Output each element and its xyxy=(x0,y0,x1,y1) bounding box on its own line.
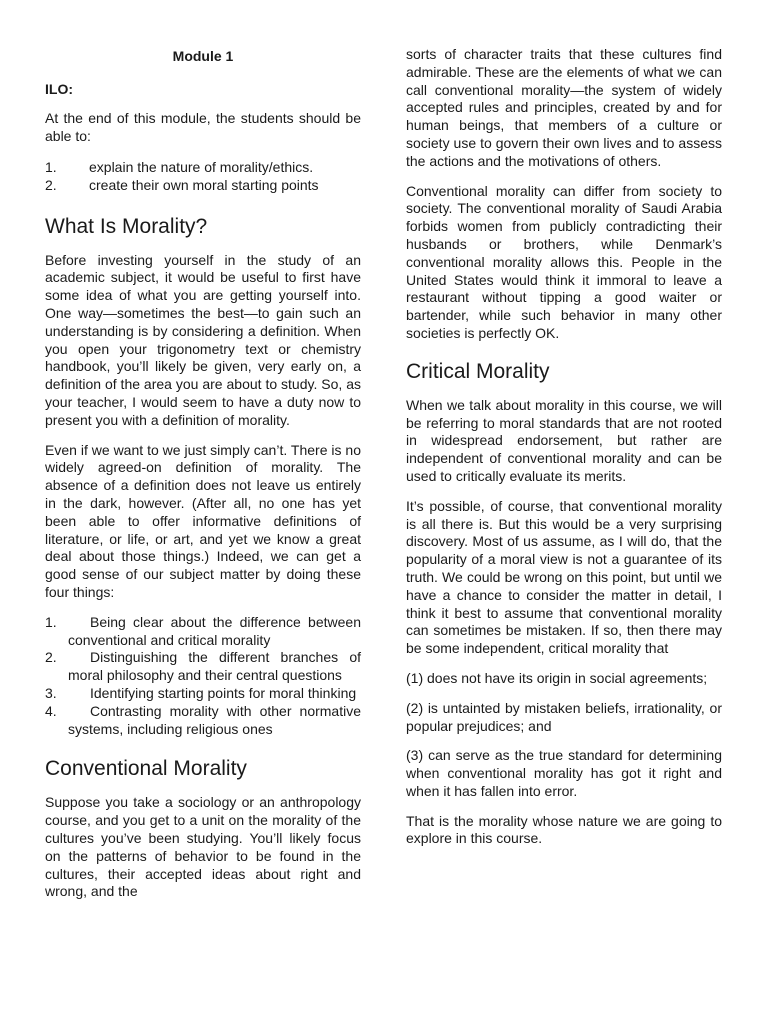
list-item: 1. explain the nature of morality/ethics. xyxy=(45,158,314,175)
point-3: (3) can serve as the true standard for determining when conventional morality has got it right and when it has fallen into error. xyxy=(406,747,722,799)
right-column xyxy=(406,0,722,860)
left-column xyxy=(45,0,361,913)
objectives-list xyxy=(45,158,361,194)
list-item: 1. Being clear about the difference between conventional and critical morality xyxy=(45,613,361,648)
paragraph: sorts of character traits that these cultures find admirable. These are the elements of what we can call conventional morality—the system of widely accepted rules and principles, created by and for human beings, that members of a culture or society use to govern their own lives and to assess the actions and the motivations of others. xyxy=(406,46,722,169)
point-1: (1) does not have its origin in social agreements; xyxy=(406,669,708,686)
list-item: 3. Identifying starting points for moral thinking xyxy=(45,684,357,701)
intro-paragraph: At the end of this module, the students should be able to: xyxy=(45,110,361,144)
ilo-label: ILO: xyxy=(45,81,73,97)
list-item: 4. Contrasting morality with other normative systems, including religious ones xyxy=(45,702,361,737)
four-things-list xyxy=(45,614,361,739)
paragraph: Even if we want to we just simply can’t. There is no widely agreed-on definition of morality. The absence of a definition does not leave us entirely in the dark, however. (After all, no one has yet been able to offer informative definitions of literature, or life, or art, and yet we know a great deal about those things.) Indeed, we can get a good sense of our subject matter by doing these four things: xyxy=(45,441,361,600)
heading-critical-morality: Critical Morality xyxy=(406,359,550,383)
list-item: 2. Distinguishing the different branches of moral philosophy and their central questions xyxy=(45,649,361,684)
paragraph: Before investing yourself in the study of an academic subject, it would be useful to first have some idea of what you are getting yourself into. One way—sometimes the best—to gain such an understanding is by considering a definition. When you open your trigonometry text or chemistry handbook, you’ll likely be given, very early on, a definition of the area you are about to study. So, as your teacher, I would seem to have a duty now to present you with a definition of morality. xyxy=(45,251,361,428)
list-item: 2. create their own moral starting points xyxy=(45,176,319,193)
heading-what-is-morality: What Is Morality? xyxy=(45,214,208,238)
module-title: Module 1 xyxy=(172,48,234,64)
paragraph: It’s possible, of course, that conventional morality is all there is. But this would be a very surprising discovery. Most of us assume, as I will do, that the popularity of a moral view is not a guarantee of its truth. We could be wrong on this point, but until we have a chance to consider the matter in detail, I think it best to assume that conventional morality can sometimes be mistaken. If so, then there may be some independent, critical morality that xyxy=(406,497,722,657)
paragraph: Conventional morality can differ from society to society. The conventional morality of Saudi Arabia forbids women from publicly contradicting their husbands or brothers, while Denmark’s conventional morality allows this. People in the United States would think it immoral to leave a restaurant without tipping a good waiter or bartender, while such behavior in many other societies is perfectly OK. xyxy=(406,182,722,341)
paragraph: Suppose you take a sociology or an anthropology course, and you get to a unit on the morality of the cultures you’ve been studying. You’ll likely focus on the patterns of behavior to be found in the cultures, their accepted ideas about right and wrong, and the xyxy=(45,794,361,900)
point-2: (2) is untainted by mistaken beliefs, irrationality, or popular prejudices; and xyxy=(406,699,722,734)
paragraph: When we talk about morality in this course, we will be referring to moral standards that are not rooted in widespread endorsement, but rather are independent of conventional morality and can be used to critically evaluate its merits. xyxy=(406,396,722,484)
paragraph: That is the morality whose nature we are going to explore in this course. xyxy=(406,812,722,847)
heading-conventional-morality: Conventional Morality xyxy=(45,757,247,781)
